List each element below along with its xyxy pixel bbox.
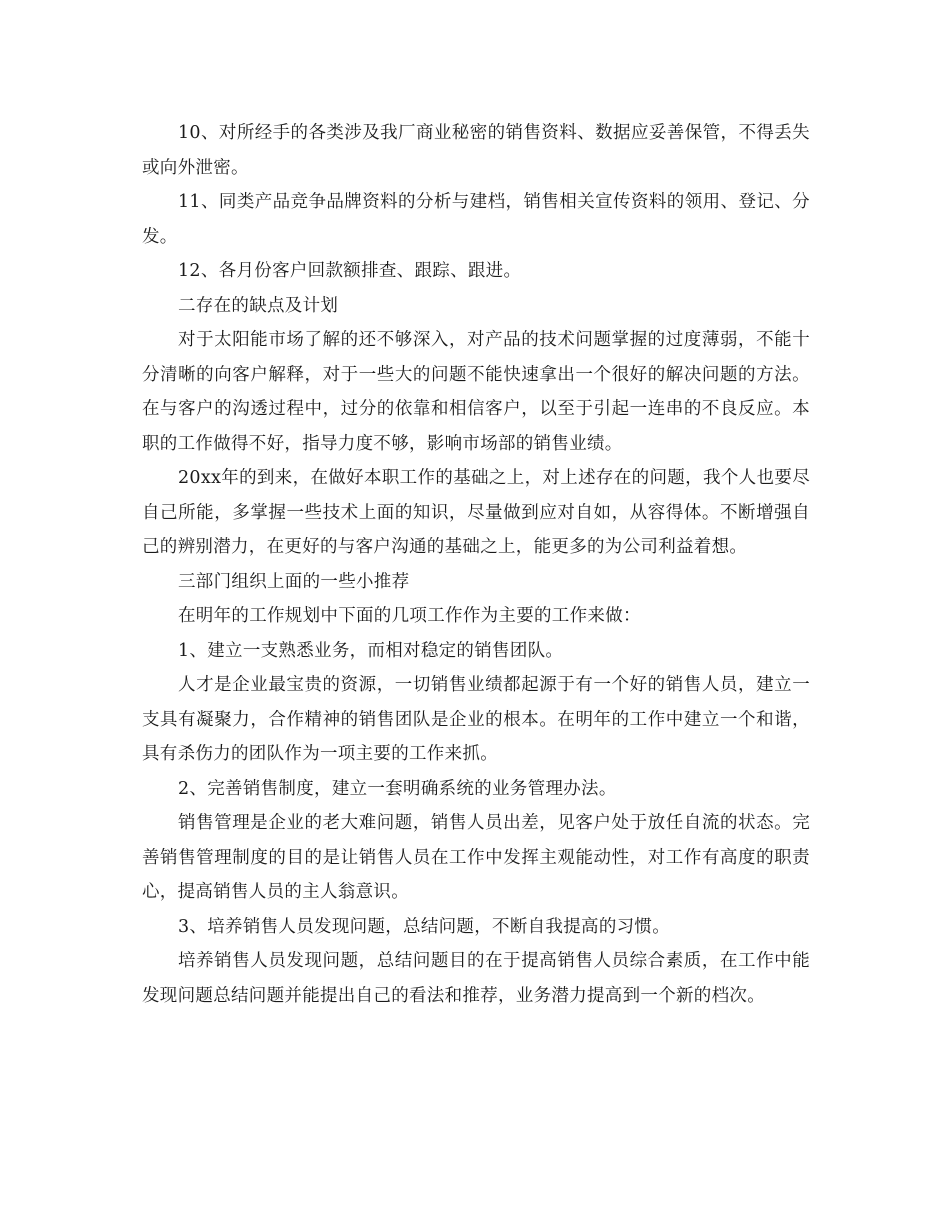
paragraph-item-12: 12、各月份客户回款额排查、跟踪、跟进。 bbox=[178, 261, 522, 281]
section-heading-suggestions: 三部门组织上面的一些小推荐 bbox=[178, 571, 410, 592]
paragraph-team: 人才是企业最宝贵的资源，一切销售业绩都起源于有一个好的销售人员，建立一支具有凝聚力，合作精神的销售团队是企业的根本。在明年的工作中建立一个和谐，具有杀伤力的团队作为一项主要的工作来抓。 bbox=[142, 675, 810, 764]
paragraph-item-10: 10、对所经手的各类涉及我厂商业秘密的销售资料、数据应妥善保管，不得丢失或向外泄密。 bbox=[142, 123, 810, 178]
paragraph-habits: 培养销售人员发现问题，总结问题目的在于提高销售人员综合素质，在工作中能发现问题总结问题并能提出自己的看法和推荐，业务潜力提高到一个新的档次。 bbox=[142, 951, 810, 1006]
subheading-system: 2、完善销售制度，建立一套明确系统的业务管理办法。 bbox=[178, 778, 617, 799]
subheading-habits: 3、培养销售人员发现问题，总结问题，不断自我提高的习惯。 bbox=[178, 916, 671, 937]
subheading-team: 1、建立一支熟悉业务，而相对稳定的销售团队。 bbox=[178, 640, 564, 661]
paragraph-system: 销售管理是企业的老大难问题，销售人员出差，见客户处于放任自流的状态。完善销售管理制度的目的是让销售人员在工作中发挥主观能动性，对工作有高度的职责心，提高销售人员的主人翁意识。 bbox=[142, 813, 810, 902]
paragraph-shortcomings: 对于太阳能市场了解的还不够深入，对产品的技术问题掌握的过度薄弱，不能十分清晰的向客户解释，对于一些大的问题不能快速拿出一个很好的解决问题的方法。在与客户的沟透过程中，过分的依靠和相信客户，以至于引起一连串的不良反应。本职的工作做得不好，指导力度不够，影响市场部的销售业绩。 bbox=[142, 330, 810, 454]
section-heading-shortcomings: 二存在的缺点及计划 bbox=[178, 295, 339, 316]
document-body bbox=[142, 116, 810, 1013]
paragraph-intro: 在明年的工作规划中下面的几项工作作为主要的工作来做： bbox=[178, 606, 641, 626]
paragraph-plan: 20xx年的到来，在做好本职工作的基础之上，对上述存在的问题，我个人也要尽自己所能，多掌握一些技术上面的知识，尽量做到应对自如，从容得体。不断增强自己的辨别潜力，在更好的与客户沟通的基础之上，能更多的为公司利益着想。 bbox=[142, 468, 810, 557]
paragraph-item-11: 11、同类产品竞争品牌资料的分析与建档，销售相关宣传资料的领用、登记、分发。 bbox=[142, 192, 810, 247]
